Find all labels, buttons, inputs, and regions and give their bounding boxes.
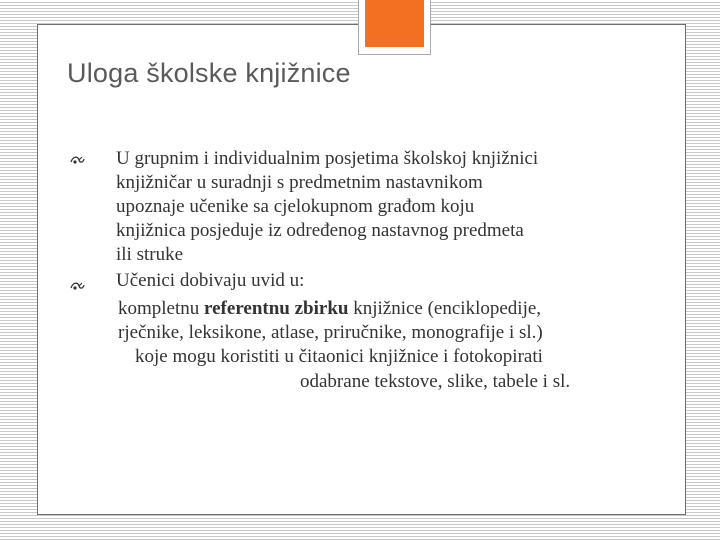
detail-line-4: odabrane tekstove, slike, tabele i sl.	[300, 371, 571, 392]
bullet-1-line-3: upoznaje učenike sa cjelokupnom građom koju	[116, 196, 475, 217]
bullet-2-line-1: Učenici dobivaju uvid u:	[116, 270, 305, 291]
bullet-1-line-2: knjižničar u suradnji s predmetnim nastavnikom	[116, 172, 483, 193]
fleuron-bullet-icon	[70, 153, 85, 167]
bullet-1-line-1: U grupnim i individualnim posjetima školskoj knjižnici	[116, 148, 539, 169]
bullet-1-line-5: ili struke	[116, 244, 184, 265]
detail-line-1	[118, 299, 541, 320]
slide-title: Uloga školske knjižnice	[67, 58, 351, 88]
detail-line-2: rječnike, leksikone, atlase, priručnike, monografije i sl.)	[118, 322, 543, 343]
detail-line-3: koje mogu koristiti u čitaonici knjižnice i fotokopirati	[135, 346, 543, 367]
bullet-1-line-4: knjižnica posjeduje iz određenog nastavnog predmeta	[116, 220, 524, 241]
detail-text: knjižnice (enciklopedije,	[348, 298, 542, 319]
fleuron-bullet-icon	[70, 279, 85, 293]
detail-text: kompletnu	[118, 298, 205, 319]
referentnu-zbirku-bold: referentnu zbirku	[204, 298, 349, 319]
